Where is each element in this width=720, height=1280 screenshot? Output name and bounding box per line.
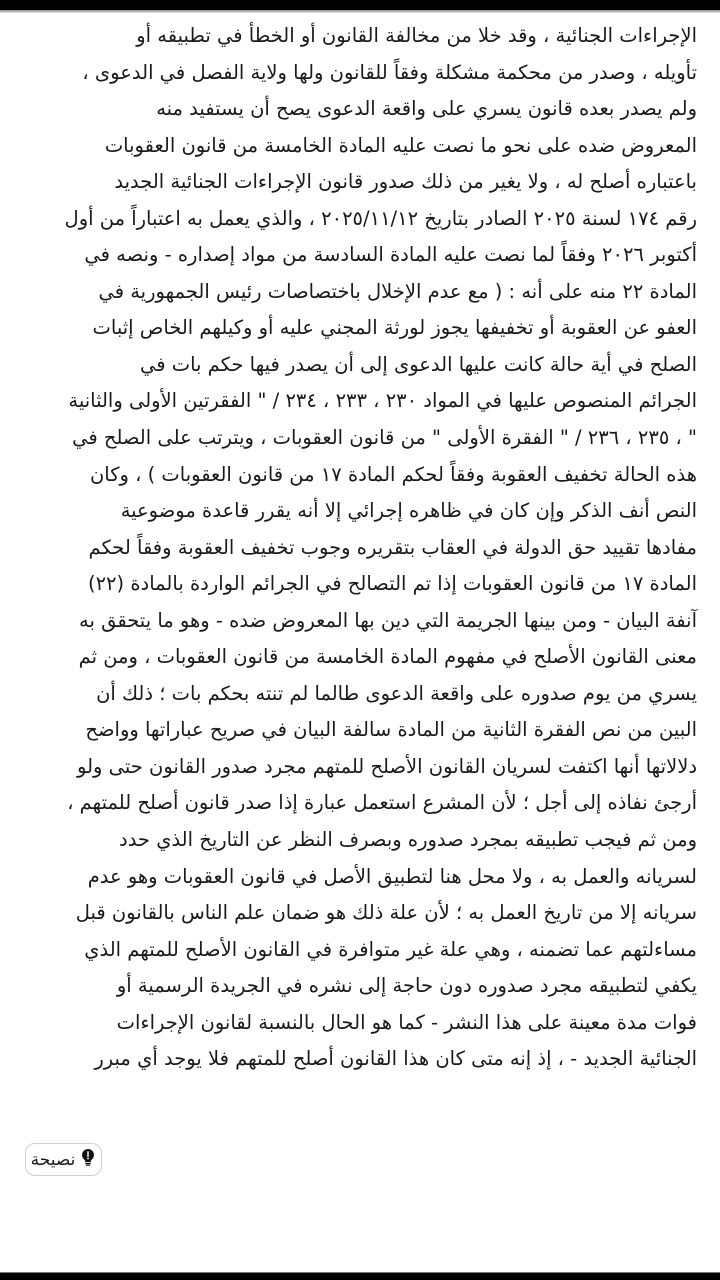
text-line: معنى القانون الأصلح في مفهوم المادة الخامسة من قانون العقوبات ، ومن ثم bbox=[78, 645, 697, 669]
tip-label: نصيحة bbox=[30, 1149, 76, 1170]
text-line: رقم ١٧٤ لسنة ٢٠٢٥ الصادر بتاريخ ٢٠٢٥/١١/١٢ ، والذي يعمل به اعتباراً من أول bbox=[64, 206, 697, 230]
text-line: المعروض ضده على نحو ما نصت عليه المادة الخامسة من قانون العقوبات bbox=[104, 133, 697, 157]
text-line: آنفة البيان - ومن بينها الجريمة التي دين بها المعروض ضده - وهو ما يتحقق به bbox=[79, 608, 697, 632]
text-line: أرجئ نفاذه إلى أجل ؛ لأن المشرع استعمل عبارة إذا صدر قانون أصلح للمتهم ، bbox=[67, 791, 697, 815]
text-line: الإجراءات الجنائية ، وقد خلا من مخالفة القانون أو الخطأ في تطبيقه أو bbox=[136, 24, 697, 47]
text-line: " ، ٢٣٥ ، ٢٣٦ / " الفقرة الأولى " من قانون العقوبات ، ويترتب على الصلح في bbox=[72, 426, 697, 450]
top-black-bar bbox=[0, 0, 720, 10]
text-line: باعتباره أصلح له ، ولا يغير من ذلك صدور قانون الإجراءات الجنائية الجديد bbox=[114, 170, 697, 194]
text-line: دلالاتها أنها اكتفت لسريان القانون الأصلح للمتهم مجرد صدور القانون حتى ولو bbox=[77, 754, 697, 778]
text-line: لسريانه والعمل به ، ولا محل هنا لتطبيق الأصل في قانون العقوبات وهو عدم bbox=[87, 864, 697, 888]
text-line: العفو عن العقوبة أو تخفيفها يجوز لورثة المجني عليه أو وكيلهم الخاص إثبات bbox=[92, 316, 697, 340]
text-line: يسري من يوم صدوره على واقعة الدعوى طالما لم تنته بحكم بات ؛ ذلك أن bbox=[96, 681, 697, 705]
lightbulb-icon bbox=[80, 1148, 96, 1171]
text-line: الجرائم المنصوص عليها في المواد ٢٣٠ ، ٢٣٣ ، ٢٣٤ / " الفقرتين الأولى والثانية bbox=[68, 389, 697, 413]
text-line: يكفي لتطبيقه مجرد صدوره دون حاجة إلى نشره في الجريدة الرسمية أو bbox=[116, 974, 697, 998]
text-line: تأويله ، وصدر من محكمة مشكلة وفقاً للقانون ولها ولاية الفصل في الدعوى ، bbox=[82, 60, 697, 84]
document-text bbox=[22, 18, 697, 1078]
text-line: ومن ثم فيجب تطبيقه بمجرد صدوره وبصرف النظر عن التاريخ الذي حدد bbox=[119, 828, 697, 852]
text-line: سريانه إلا من تاريخ العمل به ؛ لأن علة ذلك هو ضمان علم الناس بالقانون قبل bbox=[75, 901, 697, 925]
tip-button[interactable] bbox=[25, 1143, 102, 1176]
text-line: المادة ٢٢ منه على أنه : ( مع عدم الإخلال باختصاصات رئيس الجمهورية في bbox=[98, 279, 697, 303]
text-line: الجنائية الجديد - ، إذ إنه متى كان هذا القانون أصلح للمتهم فلا يوجد أي مبرر bbox=[94, 1047, 697, 1071]
top-divider bbox=[0, 10, 720, 13]
text-line: مساءلتهم عما تضمنه ، وهي علة غير متوافرة في القانون الأصلح للمتهم الذي bbox=[84, 937, 697, 961]
text-line: البين من نص الفقرة الثانية من المادة سالفة البيان في صريح عباراتها وواضح bbox=[85, 718, 697, 742]
text-line: ولم يصدر بعده قانون يسري على واقعة الدعوى يصح أن يستفيد منه bbox=[156, 97, 697, 121]
text-line: هذه الحالة تخفيف العقوبة وفقاً لحكم المادة ١٧ من قانون العقوبات ) ، وكان bbox=[89, 462, 697, 486]
text-line: أكتوبر ٢٠٢٦ وفقاً لما نصت عليه المادة السادسة من مواد إصداره - ونصه في bbox=[84, 243, 697, 267]
text-line: الصلح في أية حالة كانت عليها الدعوى إلى أن يصدر فيها حكم بات في bbox=[139, 352, 697, 376]
text-line: النص أنف الذكر وإن كان في ظاهره إجرائي إلا أنه يقرر قاعدة موضوعية bbox=[120, 499, 697, 523]
text-line: المادة ١٧ من قانون العقوبات إذا تم التصالح في الجرائم الواردة بالمادة (٢٢) bbox=[87, 572, 697, 596]
text-line: مفادها تقييد حق الدولة في العقاب بتقريره وجوب تخفيف العقوبة وفقاً لحكم bbox=[88, 535, 697, 559]
text-line: فوات مدة معينة على هذا النشر - كما هو الحال بالنسبة لقانون الإجراءات bbox=[116, 1010, 697, 1034]
